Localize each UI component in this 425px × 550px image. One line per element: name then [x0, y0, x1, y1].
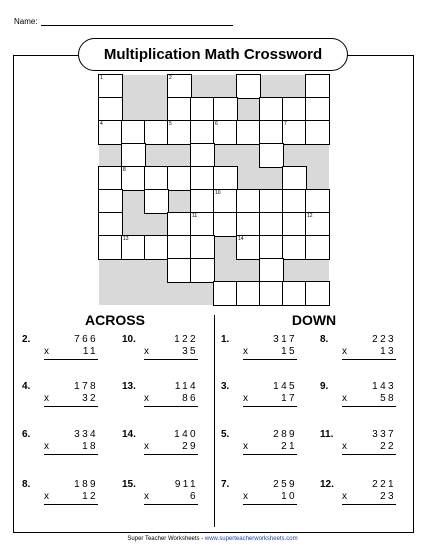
grid-cell[interactable] [191, 190, 214, 213]
grid-cell[interactable] [191, 144, 214, 167]
multiplier-row [44, 441, 98, 455]
problem [122, 478, 202, 518]
grid-cell[interactable] [145, 190, 168, 213]
multiplier-row [342, 346, 396, 360]
multiplier: 13 [380, 346, 396, 357]
grid-cell[interactable] [214, 282, 237, 305]
grid-cell[interactable] [260, 98, 283, 121]
times-sign: x [243, 441, 251, 452]
clue-number: 12 [307, 213, 313, 219]
clue-number: 14 [238, 236, 244, 242]
multiplicand: 140 [174, 429, 198, 440]
grid-cell[interactable] [237, 236, 260, 259]
problem-number: 5. [221, 429, 230, 440]
crossword-grid [99, 75, 329, 305]
multiplier: 10 [281, 491, 297, 502]
problem-number: 4. [22, 381, 31, 392]
grid-cell[interactable] [145, 236, 168, 259]
problem-number: 13. [122, 381, 136, 392]
grid-cell[interactable] [99, 236, 122, 259]
column-divider [214, 315, 215, 527]
page-title: Multiplication Math Crossword [78, 38, 348, 71]
multiplier: 6 [190, 491, 198, 502]
problem-number: 10. [122, 334, 136, 345]
multiplier-row [144, 393, 198, 407]
times-sign: x [144, 346, 152, 357]
clue-number: 6 [215, 121, 218, 127]
multiplier-row [342, 491, 396, 505]
grid-cell[interactable] [99, 190, 122, 213]
problem [320, 380, 400, 420]
problem-number: 9. [320, 381, 329, 392]
grid-cell[interactable] [283, 167, 306, 190]
times-sign: x [243, 491, 251, 502]
grid-cell[interactable] [283, 98, 306, 121]
grid-cell[interactable] [191, 98, 214, 121]
multiplier: 29 [182, 441, 198, 452]
grid-cell[interactable] [168, 213, 191, 236]
times-sign: x [144, 491, 152, 502]
multiplier: 18 [82, 441, 98, 452]
grid-cell[interactable] [260, 144, 283, 167]
grid-cell[interactable] [306, 282, 329, 305]
clue-number: 13 [123, 236, 129, 242]
grid-cell[interactable] [237, 213, 260, 236]
times-sign: x [44, 441, 52, 452]
problem [122, 333, 202, 373]
problem [22, 428, 102, 468]
problem [320, 428, 400, 468]
multiplier-row [243, 393, 297, 407]
multiplicand: 178 [74, 381, 98, 392]
multiplier-row [144, 441, 198, 455]
problem [320, 478, 400, 518]
grid-cell[interactable] [260, 121, 283, 144]
multiplier-row [44, 491, 98, 505]
name-row [14, 17, 233, 26]
multiplier-row [243, 441, 297, 455]
grid-cell[interactable] [260, 282, 283, 305]
multiplicand: 145 [273, 381, 297, 392]
grid-cell[interactable] [283, 190, 306, 213]
grid-cell[interactable] [306, 75, 329, 98]
footer-brand: Super Teacher Worksheets [127, 536, 200, 542]
multiplier: 58 [380, 393, 396, 404]
problem [320, 333, 400, 373]
multiplier: 22 [380, 441, 396, 452]
problem-number: 12. [320, 479, 334, 490]
multiplier: 11 [82, 346, 98, 357]
multiplier-row [243, 346, 297, 360]
multiplier-row [44, 393, 98, 407]
problem [122, 428, 202, 468]
multiplier-row [342, 393, 396, 407]
footer-url[interactable]: www.superteacherworksheets.com [204, 536, 298, 542]
grid-cell[interactable] [191, 236, 214, 259]
problem-number: 1. [221, 334, 230, 345]
grid-cell[interactable] [306, 213, 329, 236]
grid-cell[interactable] [99, 98, 122, 121]
grid-cell[interactable] [260, 259, 283, 282]
name-line[interactable] [41, 18, 233, 26]
grid-cell[interactable] [260, 236, 283, 259]
grid-cell[interactable] [99, 213, 122, 236]
multiplier-row [144, 491, 198, 505]
problem [22, 380, 102, 420]
grid-cell[interactable] [122, 121, 145, 144]
multiplicand: 259 [273, 479, 297, 490]
times-sign: x [44, 346, 52, 357]
multiplicand: 223 [372, 334, 396, 345]
multiplicand: 289 [273, 429, 297, 440]
problem [22, 478, 102, 518]
grid-cell[interactable] [145, 167, 168, 190]
problem [22, 333, 102, 373]
grid-cell[interactable] [214, 213, 237, 236]
multiplier: 15 [281, 346, 297, 357]
grid-cell[interactable] [168, 236, 191, 259]
problem [221, 478, 301, 518]
multiplicand: 337 [372, 429, 396, 440]
multiplicand: 221 [372, 479, 396, 490]
grid-cell[interactable] [237, 121, 260, 144]
times-sign: x [342, 393, 350, 404]
grid-cell[interactable] [283, 282, 306, 305]
grid-cell[interactable] [145, 121, 168, 144]
grid-cell[interactable] [168, 167, 191, 190]
clue-number: 5 [169, 121, 172, 127]
grid-cell[interactable] [191, 259, 214, 282]
grid-cell[interactable] [306, 190, 329, 213]
grid-cell[interactable] [168, 121, 191, 144]
multiplier: 86 [182, 393, 198, 404]
times-sign: x [342, 441, 350, 452]
multiplier-row [342, 441, 396, 455]
grid-cell[interactable] [99, 75, 122, 98]
multiplier: 35 [182, 346, 198, 357]
multiplier: 32 [82, 393, 98, 404]
down-heading: DOWN [291, 312, 337, 328]
across-heading: ACROSS [85, 312, 145, 328]
clue-number: 2 [169, 75, 172, 81]
grid-cell[interactable] [122, 144, 145, 167]
multiplier-row [44, 346, 98, 360]
clue-number: 7 [284, 121, 287, 127]
times-sign: x [144, 393, 152, 404]
multiplicand: 911 [174, 479, 198, 490]
grid-cell[interactable] [191, 121, 214, 144]
problem [122, 380, 202, 420]
problem-number: 6. [22, 429, 31, 440]
clue-number: 11 [192, 213, 198, 219]
footer-sep: - [199, 536, 205, 542]
problem-number: 11. [320, 429, 334, 440]
grid-cell[interactable] [237, 75, 260, 98]
grid-cell[interactable] [260, 213, 283, 236]
times-sign: x [144, 441, 152, 452]
grid-cell[interactable] [306, 98, 329, 121]
times-sign: x [44, 491, 52, 502]
problem-number: 15. [122, 479, 136, 490]
times-sign: x [342, 491, 350, 502]
multiplier-row [144, 346, 198, 360]
times-sign: x [44, 393, 52, 404]
problem-number: 8. [320, 334, 329, 345]
grid-cell[interactable] [168, 259, 191, 282]
multiplicand: 143 [372, 381, 396, 392]
grid-cell[interactable] [237, 282, 260, 305]
grid-cell[interactable] [99, 167, 122, 190]
grid-cell[interactable] [214, 190, 237, 213]
clue-number: 10 [215, 190, 221, 196]
multiplicand: 122 [174, 334, 198, 345]
grid-cell[interactable] [306, 121, 329, 144]
grid-cell[interactable] [191, 167, 214, 190]
name-label: Name: [14, 17, 38, 26]
multiplicand: 766 [74, 334, 98, 345]
grid-cell[interactable] [168, 98, 191, 121]
grid-cell[interactable] [99, 121, 122, 144]
grid-cell[interactable] [214, 167, 237, 190]
multiplicand: 114 [174, 381, 198, 392]
footer [0, 536, 425, 542]
grid-cell[interactable] [283, 236, 306, 259]
grid-cell[interactable] [122, 236, 145, 259]
multiplier: 23 [380, 491, 396, 502]
grid-cell[interactable] [191, 213, 214, 236]
problem-number: 2. [22, 334, 31, 345]
clue-number: 8 [123, 167, 126, 173]
grid-cell[interactable] [283, 213, 306, 236]
grid-cell[interactable] [260, 190, 283, 213]
grid-cell[interactable] [306, 236, 329, 259]
clue-number: 4 [100, 121, 103, 127]
multiplier: 12 [82, 491, 98, 502]
grid-cell[interactable] [237, 190, 260, 213]
problem-number: 7. [221, 479, 230, 490]
multiplicand: 317 [273, 334, 297, 345]
problem-number: 14. [122, 429, 136, 440]
multiplier-row [243, 491, 297, 505]
multiplier: 21 [281, 441, 297, 452]
grid-cell[interactable] [283, 121, 306, 144]
grid-cell[interactable] [168, 75, 191, 98]
clue-number: 1 [100, 75, 103, 81]
multiplicand: 334 [74, 429, 98, 440]
problem [221, 333, 301, 373]
times-sign: x [243, 346, 251, 357]
problem [221, 428, 301, 468]
problem-number: 8. [22, 479, 31, 490]
problem [221, 380, 301, 420]
grid-cell[interactable] [214, 121, 237, 144]
times-sign: x [243, 393, 251, 404]
multiplicand: 189 [74, 479, 98, 490]
multiplier: 17 [281, 393, 297, 404]
grid-cell[interactable] [122, 167, 145, 190]
times-sign: x [342, 346, 350, 357]
grid-cell[interactable] [214, 98, 237, 121]
problem-number: 3. [221, 381, 230, 392]
